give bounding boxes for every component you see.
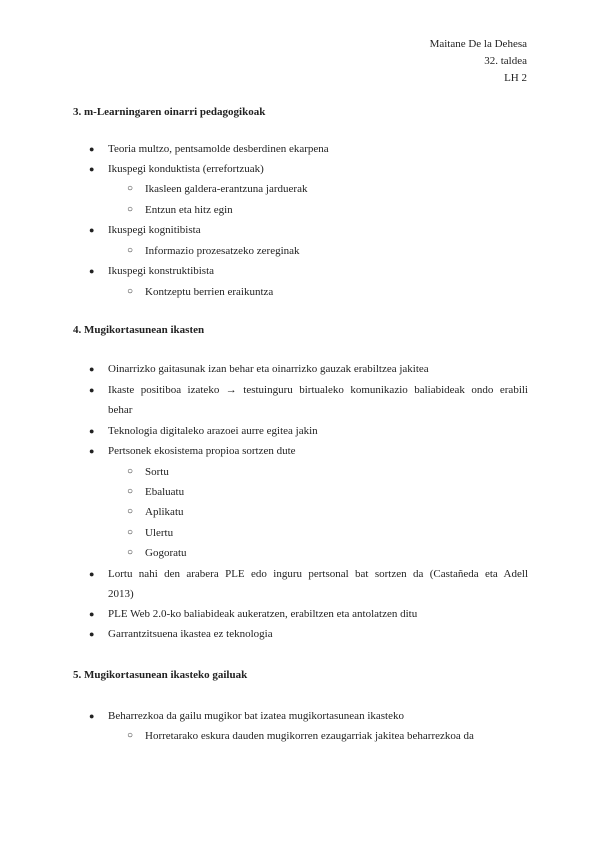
bullet-icon: ● <box>89 364 95 374</box>
circle-bullet-icon: ○ <box>127 245 134 256</box>
list-item: Ikuspegi kognitibista <box>108 224 201 236</box>
list-item: Sortu <box>145 466 169 478</box>
circle-bullet-icon: ○ <box>127 486 134 497</box>
list-item: Teoria multzo, pentsamolde desberdinen ekarpena <box>108 143 329 155</box>
list-item: Ikuspegi konduktista (errefortzuak) <box>108 163 264 175</box>
course-label: LH 2 <box>504 72 527 84</box>
list-item: Informazio prozesatzeko zereginak <box>145 245 300 257</box>
section-4-title: 4. Mugikortasunean ikasten <box>73 324 205 336</box>
circle-bullet-icon: ○ <box>127 204 134 215</box>
circle-bullet-icon: ○ <box>127 527 134 538</box>
list-item-continuation: 2013) <box>108 588 134 600</box>
bullet-icon: ● <box>89 385 95 395</box>
list-item: Teknologia digitaleko arazoei aurre egitea jakin <box>108 425 318 437</box>
list-item: Oinarrizko gaitasunak izan behar eta oinarrizko gauzak erabiltzea jakitea <box>108 363 429 375</box>
bullet-icon: ● <box>89 711 95 721</box>
circle-bullet-icon: ○ <box>127 547 134 558</box>
list-item: Ikaste positiboa izateko → testuinguru birtualeko komunikazio baliabideak ondo erabili <box>108 384 528 396</box>
section-3-title: 3. m-Learningaren oinarri pedagogikoak <box>73 106 266 118</box>
circle-bullet-icon: ○ <box>127 730 134 741</box>
bullet-icon: ● <box>89 144 95 154</box>
bullet-icon: ● <box>89 266 95 276</box>
list-item: Aplikatu <box>145 506 184 518</box>
bullet-icon: ● <box>89 225 95 235</box>
circle-bullet-icon: ○ <box>127 506 134 517</box>
bullet-icon: ● <box>89 629 95 639</box>
circle-bullet-icon: ○ <box>127 286 134 297</box>
list-item: Ulertu <box>145 527 174 539</box>
bullet-icon: ● <box>89 569 95 579</box>
list-item: Horretarako eskura dauden mugikorren ezaugarriak jakitea beharrezkoa da <box>145 730 474 742</box>
group-label: 32. taldea <box>484 55 527 67</box>
bullet-icon: ● <box>89 426 95 436</box>
list-item-continuation: behar <box>108 404 133 416</box>
list-item: Ikasleen galdera-erantzuna jarduerak <box>145 183 308 195</box>
list-item: Gogoratu <box>145 547 187 559</box>
list-item: Garrantzitsuena ikastea ez teknologia <box>108 628 273 640</box>
list-item: Beharrezkoa da gailu mugikor bat izatea mugikortasunean ikasteko <box>108 710 404 722</box>
list-item: Ebaluatu <box>145 486 185 498</box>
list-item: Ikuspegi konstruktibista <box>108 265 215 277</box>
bullet-icon: ● <box>89 164 95 174</box>
list-item: Entzun eta hitz egin <box>145 204 233 216</box>
bullet-icon: ● <box>89 609 95 619</box>
list-item: PLE Web 2.0-ko baliabideak aukeratzen, erabiltzen eta antolatzen ditu <box>108 608 418 620</box>
circle-bullet-icon: ○ <box>127 183 134 194</box>
bullet-icon: ● <box>89 446 95 456</box>
section-5-title: 5. Mugikortasunean ikasteko gailuak <box>73 669 248 681</box>
list-item: Pertsonek ekosistema propioa sortzen dute <box>108 445 296 457</box>
list-item: Kontzeptu berrien eraikuntza <box>145 286 274 298</box>
circle-bullet-icon: ○ <box>127 466 134 477</box>
list-item: Lortu nahi den arabera PLE edo inguru pertsonal bat sortzen da (Castañeda eta Adell <box>108 568 528 580</box>
author-name: Maitane De la Dehesa <box>429 38 527 50</box>
